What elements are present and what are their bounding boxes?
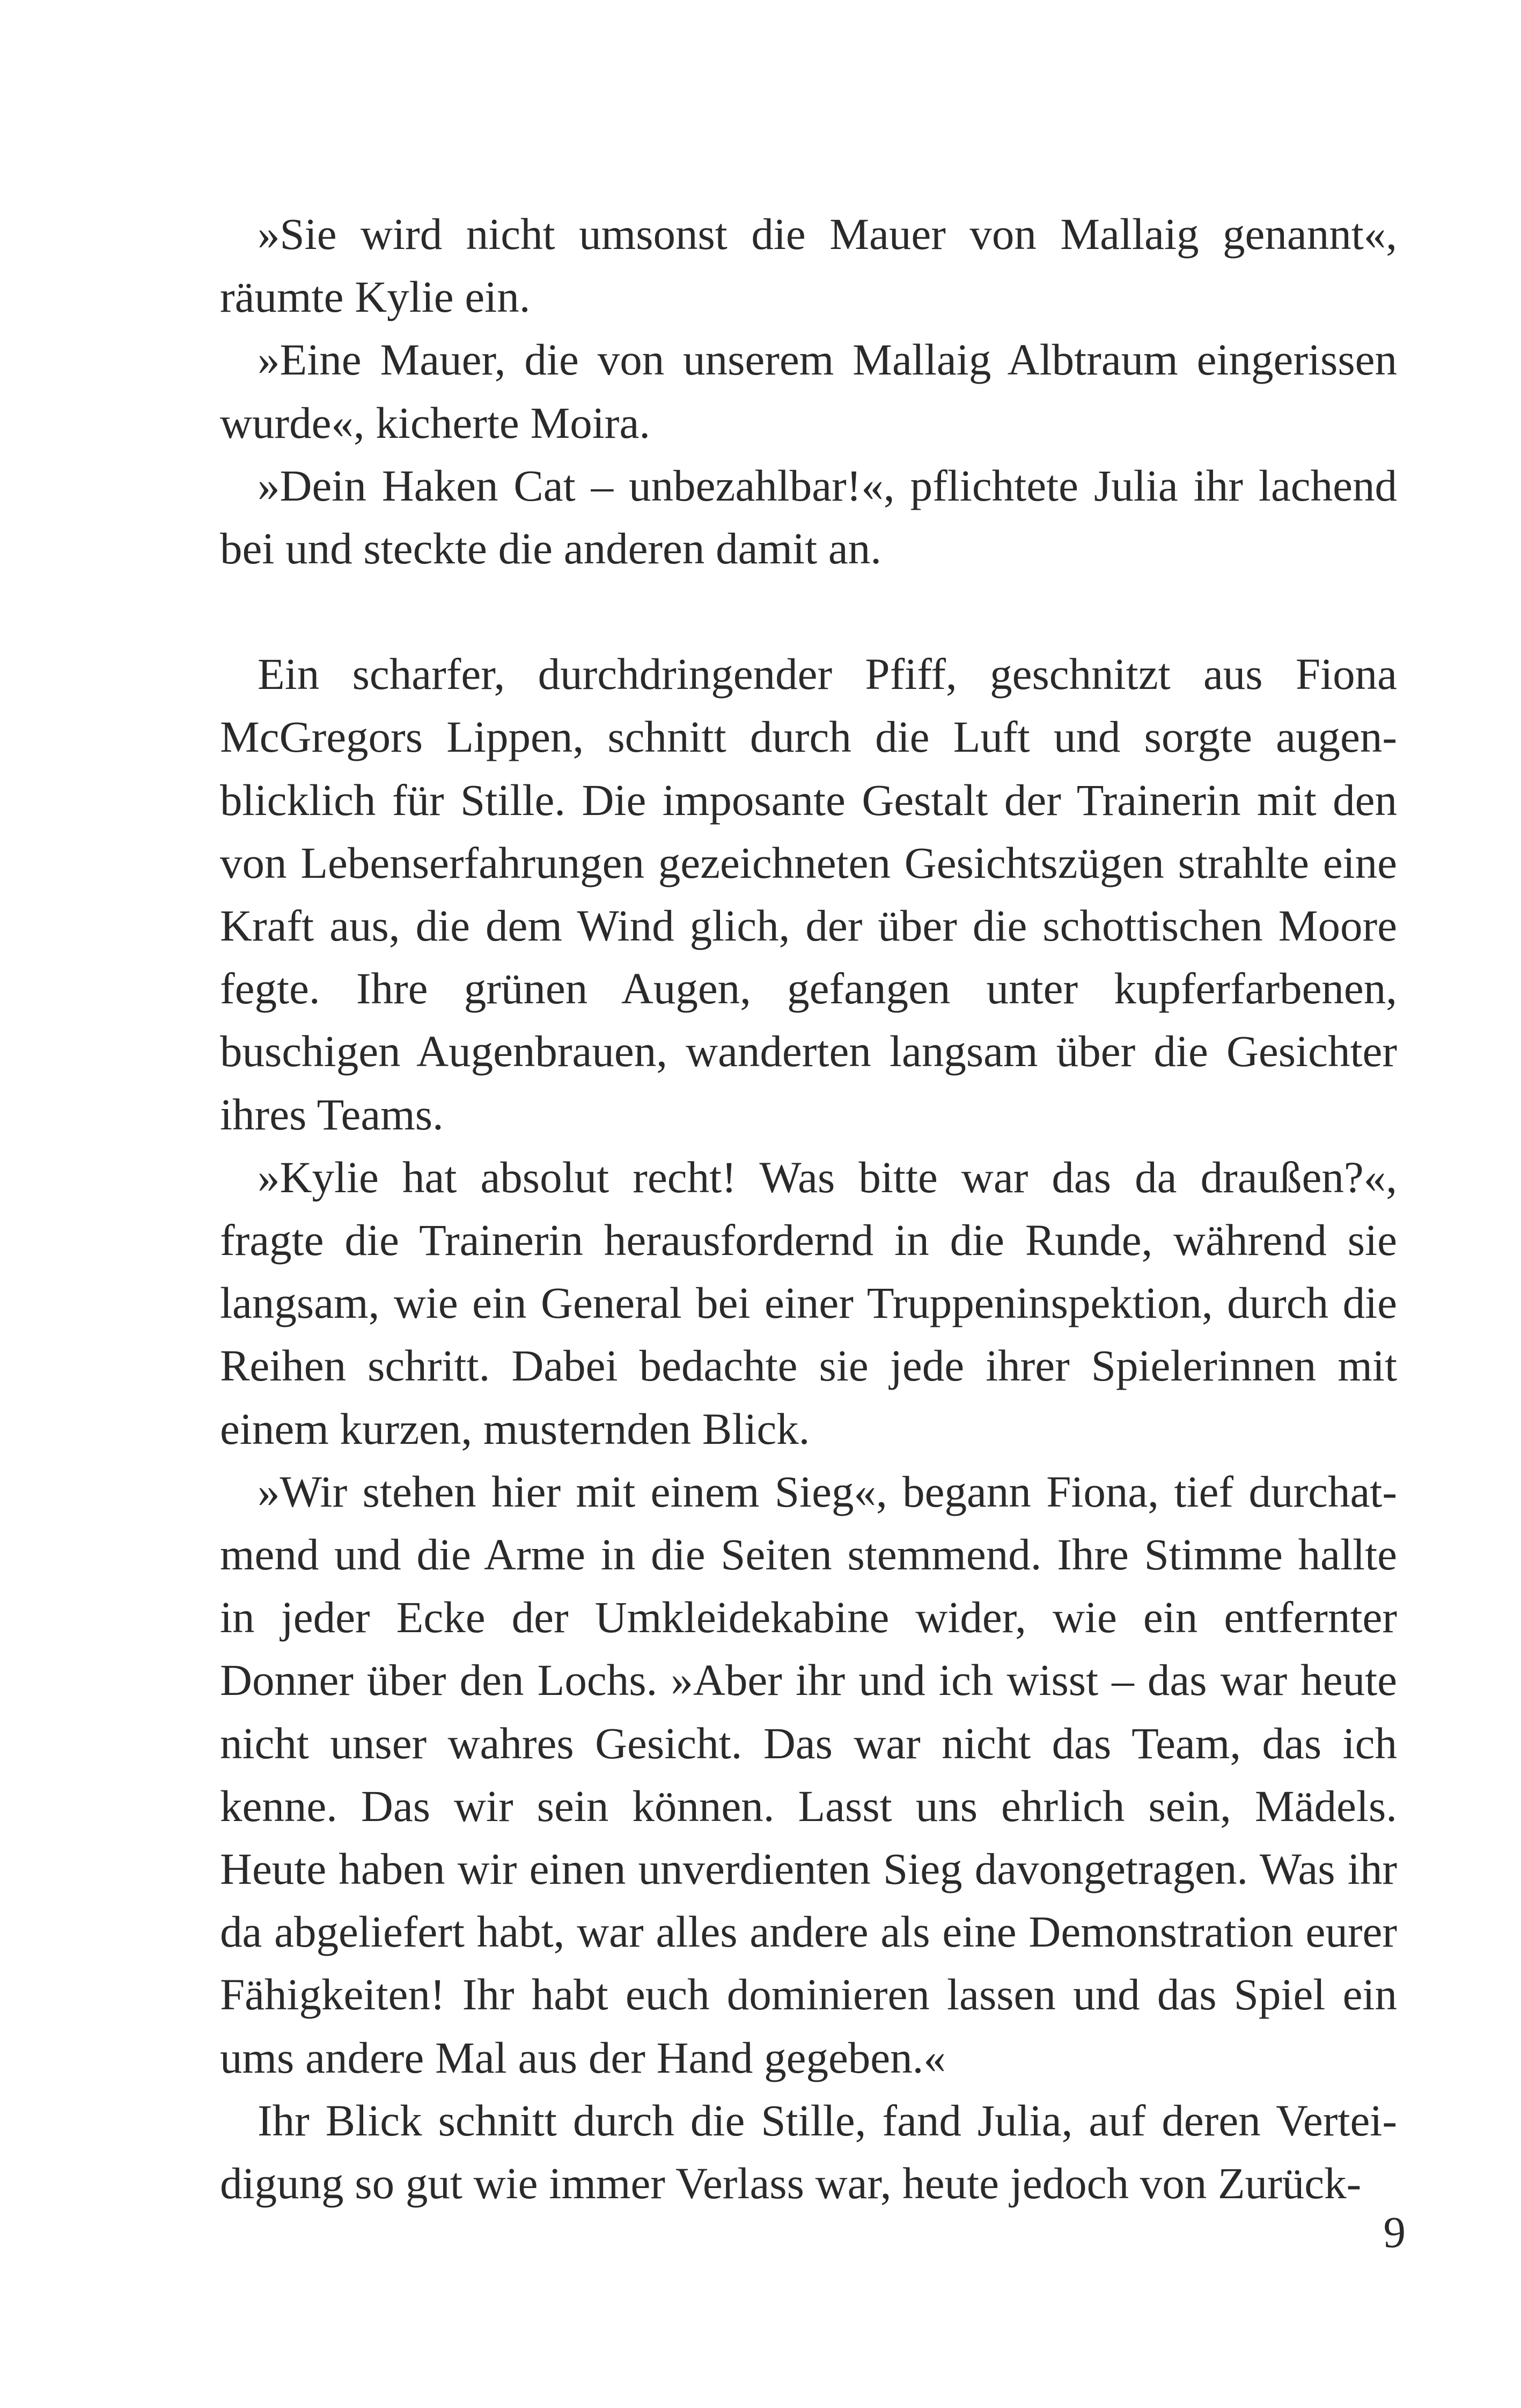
- paragraph: »Dein Haken Cat – unbezahlbar!«, pflichtete Julia ihr lachend bei und steckte die anderen damit an.: [220, 460, 1397, 574]
- paragraph: »Sie wird nicht umsonst die Mauer von Mallaig genannt«, räumte Kylie ein.: [220, 209, 1397, 322]
- paragraph: Ein scharfer, durchdringender Pfiff, geschnitzt aus Fiona McGregors Lippen, schnitt durch die Luft und sorgte augenblicklich für Stille. Die imposante Gestalt der Trainerin mit den von Lebenserfahrungen gezeichneten Gesichtszügen strahlte eine Kraft aus, die dem Wind glich, der über die schottischen Moore fegte. Ihre grünen Augen, gefangen unter kupferfarbenen, buschigen Augenbrauen, wanderten langsam über die Gesichter ihres Teams.: [220, 649, 1397, 1139]
- paragraph: »Wir stehen hier mit einem Sieg«, begann Fiona, tief durchatmend und die Arme in die Seiten stemmend. Ihre Stimme hallte in jeder Ecke der Umkleidekabine wider, wie ein entfernter Donner über den Lochs. »Aber ihr und ich wisst – das war heute nicht unser wahres Gesicht. Das war nicht das Team, das ich kenne. Das wir sein können. Lasst uns ehrlich sein, Mädels. Heute haben wir einen unverdienten Sieg davongetragen. Was ihr da abgeliefert habt, war alles andere als eine Demonstration eurer Fähigkeiten! Ihr habt euch dominieren lassen und das Spiel ein ums andere Mal aus der Hand gegeben.«: [220, 1466, 1397, 2082]
- body-text: [220, 203, 1397, 2215]
- paragraph: »Kylie hat absolut recht! Was bitte war das da draußen?«, fragte die Trainerin herausfordernd in die Runde, während sie langsam, wie ein General bei einer Truppeninspektion, durch die Reihen schritt. Dabei bedachte sie jede ihrer Spielerinnen mit einem kurzen, musternden Blick.: [220, 1152, 1397, 1453]
- page-number: 9: [1383, 2207, 1406, 2257]
- paragraph: Ihr Blick schnitt durch die Stille, fand Julia, auf deren Verteidigung so gut wie immer Verlass war, heute jedoch von Zurück-: [220, 2095, 1397, 2208]
- paragraph: »Eine Mauer, die von unserem Mallaig Albtraum eingerissen wurde«, kicherte Moira.: [220, 335, 1397, 447]
